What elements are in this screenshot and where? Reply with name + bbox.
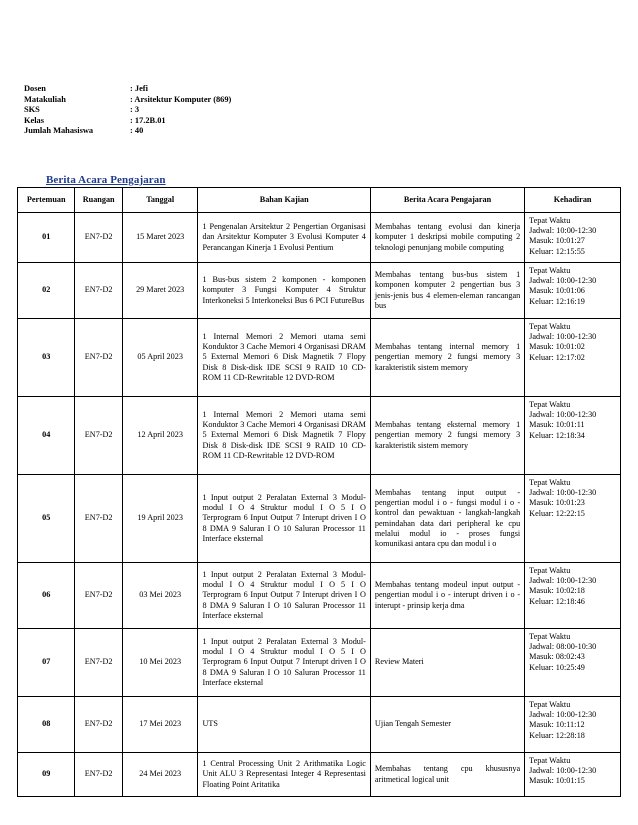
header-ruangan: Ruangan <box>75 188 122 213</box>
attendance <box>525 475 621 563</box>
meeting-number: 08 <box>18 697 75 753</box>
date: 19 April 2023 <box>122 475 198 563</box>
meeting-number: 04 <box>18 397 75 475</box>
attendance-status: Tepat Waktu <box>529 566 571 575</box>
attendance-schedule: Jadwal: 10:00-12:30 <box>529 226 597 236</box>
meeting-number: 02 <box>18 263 75 319</box>
teaching-report: Membahas tentang internal memory 1 pengertian memory 2 fungsi memory 3 karakteristik sistem memory <box>370 319 524 397</box>
room: EN7-D2 <box>75 563 122 629</box>
attendance-status: Tepat Waktu <box>529 478 571 487</box>
attendance-in: Masuk: 10:01:23 <box>529 498 585 508</box>
teaching-report: Ujian Tengah Semester <box>370 697 524 753</box>
study-material: UTS <box>198 697 370 753</box>
study-material: 1 Internal Memori 2 Memori utama semi Konduktor 3 Cache Memori 4 Organisasi DRAM 5 External Memori 6 Disk Magnetik 7 Flopy Disk 8 Disk-disk IDE SCSI 9 RAID 10 CD-ROM 11 CD-Rewritable 12 DVD-ROM <box>198 319 370 397</box>
attendance-in: Masuk: 10:01:15 <box>529 776 585 786</box>
table-header-row <box>18 188 621 213</box>
table-row <box>18 319 621 397</box>
study-material: 1 Input output 2 Peralatan External 3 Modul-modul I O 4 Struktur modul I O 5 I O Terprogram 6 Input Output 7 Interupt driven I O 8 DMA 9 Saluran I O 10 Saluran Processor 11 Interface eksternal <box>198 629 370 697</box>
attendance-schedule: Jadwal: 10:00-12:30 <box>529 332 597 342</box>
attendance <box>525 263 621 319</box>
teaching-report: Membahas tentang cpu khususnya aritmetical logical unit <box>370 753 524 797</box>
room: EN7-D2 <box>75 213 122 263</box>
meeting-number: 06 <box>18 563 75 629</box>
info-row-kelas <box>24 116 231 127</box>
attendance-status: Tepat Waktu <box>529 266 571 275</box>
attendance-out: Keluar: 12:18:34 <box>529 430 585 440</box>
date: 10 Mei 2023 <box>122 629 198 697</box>
attendance-out: Keluar: 12:22:15 <box>529 508 585 518</box>
attendance <box>525 697 621 753</box>
attendance <box>525 319 621 397</box>
attendance-status: Tepat Waktu <box>529 632 571 641</box>
attendance-in: Masuk: 10:01:11 <box>529 420 585 430</box>
teaching-report: Membahas tentang input output - pengertian modul i o - fungsi modul i o - kontrol dan pewaktuan - langkah-langkah pemindahan data dari peripheral ke cpu melalui modul io - proses fungsi komunikasi antara cpu dan modul i o <box>370 475 524 563</box>
attendance-out: Keluar: 12:17:02 <box>529 352 585 362</box>
teaching-report: Review Materi <box>370 629 524 697</box>
meeting-number: 07 <box>18 629 75 697</box>
table-row <box>18 629 621 697</box>
table-row <box>18 563 621 629</box>
study-material: 1 Input output 2 Peralatan External 3 Modul-modul I O 4 Struktur modul I O 5 I O Terprogram 6 Input Output 7 Interupt driven I O 8 DMA 9 Saluran I O 10 Saluran Processor 11 Interface eksternal <box>198 563 370 629</box>
study-material: 1 Input output 2 Peralatan External 3 Modul-modul I O 4 Struktur modul I O 5 I O Terprogram 6 Input Output 7 Interupt driven I O 8 DMA 9 Saluran I O 10 Saluran Processor 11 Interface eksternal <box>198 475 370 563</box>
room: EN7-D2 <box>75 475 122 563</box>
info-value: : 3 <box>130 105 140 115</box>
table-row <box>18 263 621 319</box>
attendance <box>525 629 621 697</box>
attendance-in: Masuk: 08:02:43 <box>529 652 585 662</box>
room: EN7-D2 <box>75 697 122 753</box>
teaching-report-table <box>17 187 621 797</box>
study-material: 1 Internal Memori 2 Memori utama semi Konduktor 3 Cache Memori 4 Organisasi DRAM 5 External Memori 6 Disk Magnetik 7 Flopy Disk 8 Disk-disk IDE SCSI 9 RAID 10 CD-ROM 11 CD-Rewritable 12 DVD-ROM <box>198 397 370 475</box>
info-value: : Jefi <box>130 84 148 93</box>
attendance <box>525 753 621 797</box>
attendance-status: Tepat Waktu <box>529 322 571 331</box>
teaching-report: Membahas tentang eksternal memory 1 pengertian memory 2 fungsi memory 3 karakteristik sistem memory <box>370 397 524 475</box>
attendance-in: Masuk: 10:01:06 <box>529 286 585 296</box>
date: 15 Maret 2023 <box>122 213 198 263</box>
info-value: : 40 <box>130 126 144 136</box>
attendance-out: Keluar: 10:25:49 <box>529 662 585 672</box>
header-tanggal: Tanggal <box>122 188 198 213</box>
date: 05 April 2023 <box>122 319 198 397</box>
attendance-status: Tepat Waktu <box>529 216 571 225</box>
meeting-number: 09 <box>18 753 75 797</box>
info-value: : 17.2B.01 <box>130 115 166 125</box>
attendance-status: Tepat Waktu <box>529 700 571 709</box>
header-kehadiran: Kehadiran <box>525 188 621 213</box>
room: EN7-D2 <box>75 753 122 797</box>
table-row <box>18 397 621 475</box>
study-material: 1 Central Processing Unit 2 Arithmatika Logic Unit ALU 3 Representasi Integer 4 Representasi Floating Point Aritatika <box>198 753 370 797</box>
room: EN7-D2 <box>75 629 122 697</box>
date: 12 April 2023 <box>122 397 198 475</box>
attendance-schedule: Jadwal: 10:00-12:30 <box>529 410 597 420</box>
date: 03 Mei 2023 <box>122 563 198 629</box>
table-row <box>18 213 621 263</box>
header-berita-acara: Berita Acara Pengajaran <box>370 188 524 213</box>
table-row <box>18 697 621 753</box>
table-row <box>18 753 621 797</box>
header-bahan-kajian: Bahan Kajian <box>198 188 370 213</box>
attendance-schedule: Jadwal: 10:00-12:30 <box>529 576 597 586</box>
attendance-schedule: Jadwal: 10:00-12:30 <box>529 766 597 776</box>
teaching-report: Membahas tentang modeul input output - pengertian modul i o - interupt driven i o - interupt - prinsip kerja dma <box>370 563 524 629</box>
section-title: Berita Acara Pengajaran <box>46 174 166 186</box>
attendance-status: Tepat Waktu <box>529 756 571 765</box>
attendance-schedule: Jadwal: 10:00-12:30 <box>529 710 597 720</box>
meeting-number: 05 <box>18 475 75 563</box>
info-row-matakuliah <box>24 95 231 106</box>
info-label: Dosen <box>24 84 46 93</box>
info-value: : Arsitektur Komputer (869) <box>130 94 232 104</box>
attendance <box>525 563 621 629</box>
meeting-number: 03 <box>18 319 75 397</box>
attendance-in: Masuk: 10:11:12 <box>529 720 585 730</box>
attendance-in: Masuk: 10:01:02 <box>529 342 585 352</box>
study-material: 1 Pengenalan Arsitektur 2 Pengertian Organisasi dan Arsitektur Komputer 3 Evolusi Komputer 4 Perancangan Kinerja 1 Evolusi Pentium <box>198 213 370 263</box>
date: 29 Maret 2023 <box>122 263 198 319</box>
info-label: Jumlah Mahasiswa <box>24 126 94 136</box>
attendance-out: Keluar: 12:28:18 <box>529 730 585 740</box>
info-label: Kelas <box>24 115 45 125</box>
attendance-in: Masuk: 10:02:18 <box>529 586 585 596</box>
attendance-schedule: Jadwal: 08:00-10:30 <box>529 642 597 652</box>
teaching-report: Membahas tentang bus-bus sistem 1 komponen komputer 2 pengertian bus 3 jenis-jenis bus 4 elemen-eleman rancangan bus <box>370 263 524 319</box>
teaching-report: Membahas tentang evolusi dan kinerja komputer 1 deskripsi mobile computing 2 teknologi penunjang mobile computing <box>370 213 524 263</box>
info-row-sks <box>24 105 231 116</box>
room: EN7-D2 <box>75 319 122 397</box>
info-row-dosen <box>24 84 231 95</box>
attendance-out: Keluar: 12:15:55 <box>529 246 585 256</box>
study-material: 1 Bus-bus sistem 2 komponen - komponen komputer 3 Fungsi Komputer 4 Struktur Interkoneksi 5 Interkoneksi Bus 6 PCI FutureBus <box>198 263 370 319</box>
table-row <box>18 475 621 563</box>
room: EN7-D2 <box>75 397 122 475</box>
header-pertemuan: Pertemuan <box>18 188 75 213</box>
room: EN7-D2 <box>75 263 122 319</box>
date: 17 Mei 2023 <box>122 697 198 753</box>
attendance-schedule: Jadwal: 10:00-12:30 <box>529 276 597 286</box>
course-info <box>24 84 231 137</box>
attendance <box>525 213 621 263</box>
info-label: Matakuliah <box>24 94 66 104</box>
info-row-jumlah <box>24 126 231 137</box>
attendance-schedule: Jadwal: 10:00-12:30 <box>529 488 597 498</box>
date: 24 Mei 2023 <box>122 753 198 797</box>
attendance-out: Keluar: 12:18:46 <box>529 596 585 606</box>
meeting-number: 01 <box>18 213 75 263</box>
attendance-status: Tepat Waktu <box>529 400 571 409</box>
info-label: SKS <box>24 105 40 115</box>
attendance-in: Masuk: 10:01:27 <box>529 236 585 246</box>
attendance-out: Keluar: 12:16:19 <box>529 296 585 306</box>
attendance <box>525 397 621 475</box>
